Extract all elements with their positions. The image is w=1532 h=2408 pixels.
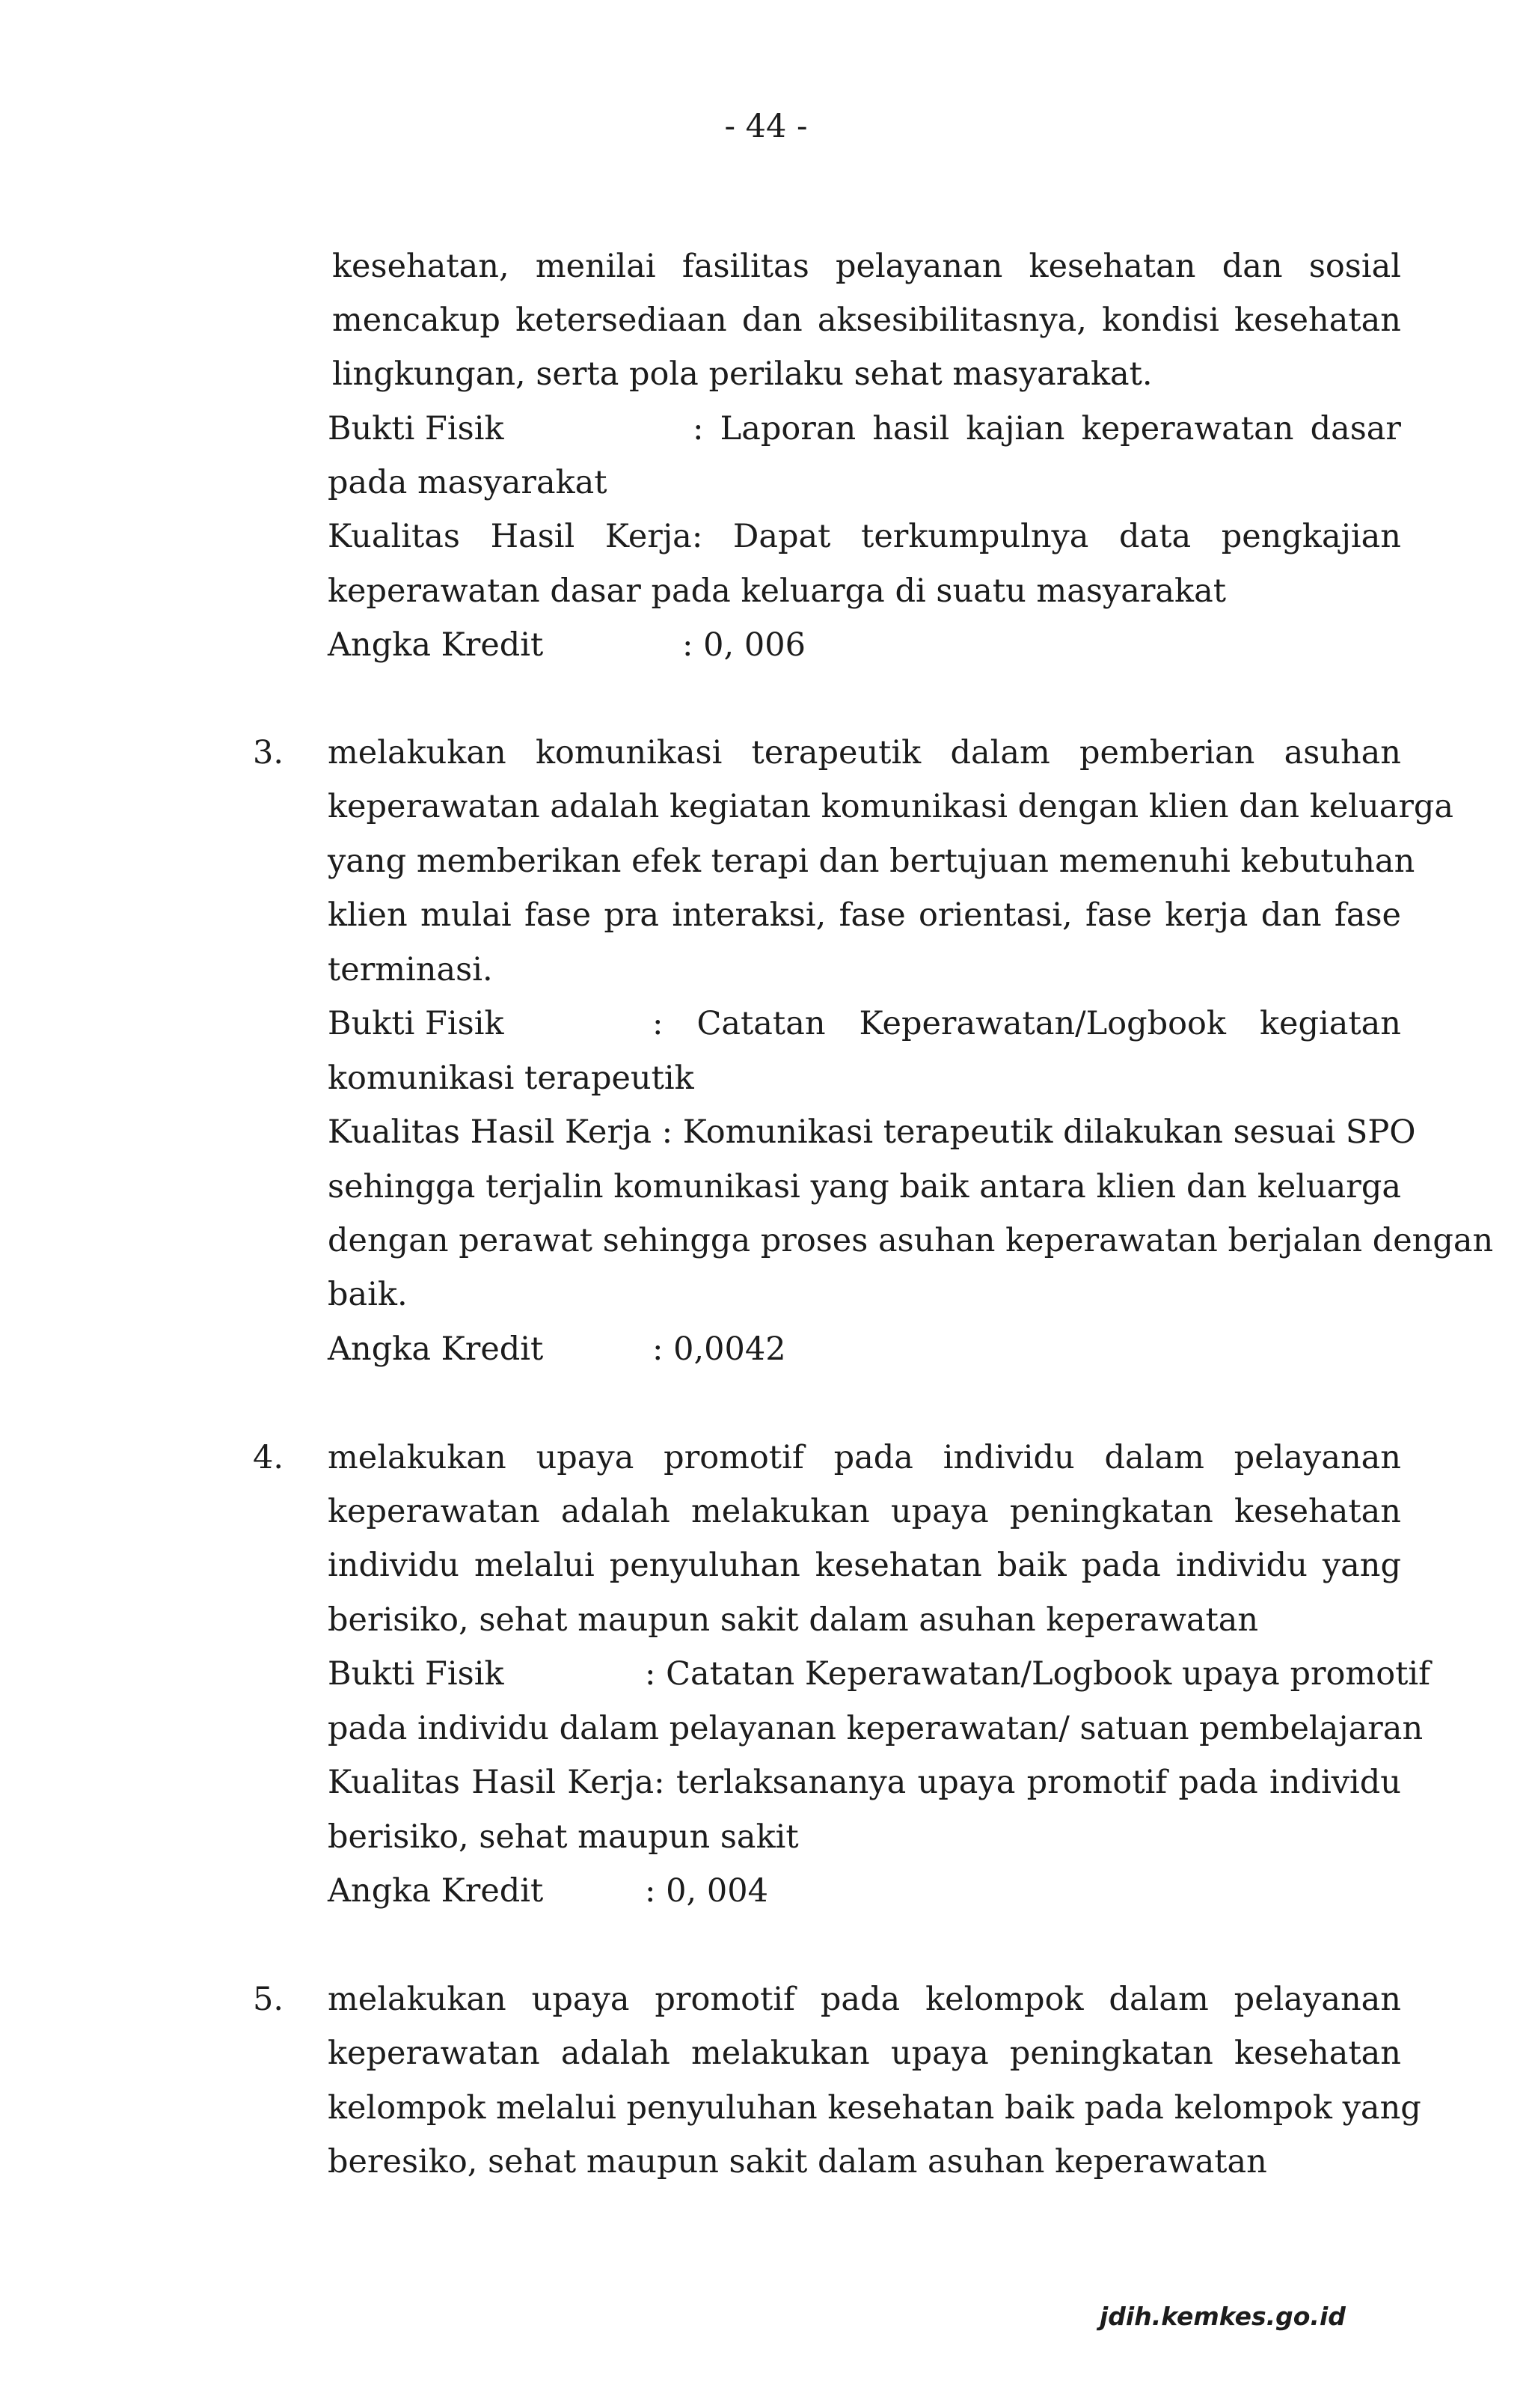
item5-line-2: keperawatan adalah melakukan upaya peningkatan kesehatan: [328, 2035, 1401, 2072]
item4-bukti-label: Bukti Fisik: [328, 1655, 504, 1693]
intro-kualitas-line-1: Kualitas Hasil Kerja: Dapat terkumpulnya data pengkajian: [328, 518, 1401, 555]
item4-line-4: berisiko, sehat maupun sakit dalam asuhan keperawatan: [328, 1601, 1259, 1639]
item3-kualitas-line-4: baik.: [328, 1276, 408, 1313]
intro-bukti-label: Bukti Fisik: [328, 410, 504, 447]
item4-number: 4.: [253, 1439, 284, 1476]
item4-kualitas-line-2: berisiko, sehat maupun sakit: [328, 1818, 799, 1856]
intro-angka-label: Angka Kredit: [328, 626, 544, 664]
intro-kualitas-line-2: keperawatan dasar pada keluarga di suatu masyarakat: [328, 572, 1226, 610]
item3-kualitas-line-1: Kualitas Hasil Kerja : Komunikasi terapeutik dilakukan sesuai SPO: [328, 1113, 1416, 1151]
item3-line-1: melakukan komunikasi terapeutik dalam pemberian asuhan: [328, 734, 1401, 771]
item5-number: 5.: [253, 1981, 284, 2018]
item4-bukti-cont: pada individu dalam pelayanan keperawatan/ satuan pembelajaran: [328, 1710, 1424, 1747]
intro-line-3: lingkungan, serta pola perilaku sehat masyarakat.: [332, 355, 1153, 393]
item3-kualitas-line-2: sehingga terjalin komunikasi yang baik antara klien dan keluarga: [328, 1168, 1401, 1205]
intro-line-2: mencakup ketersediaan dan aksesibilitasnya, kondisi kesehatan: [332, 302, 1401, 339]
item3-bukti-cont: komunikasi terapeutik: [328, 1060, 694, 1097]
item4-angka-label: Angka Kredit: [328, 1872, 544, 1910]
intro-angka-value: : 0, 006: [682, 626, 806, 664]
intro-bukti-value: : Laporan hasil kajian keperawatan dasar: [693, 410, 1401, 447]
page-number: - 44 -: [724, 108, 808, 145]
item3-bukti-value: : Catatan Keperawatan/Logbook kegiatan: [652, 1005, 1401, 1042]
item3-line-2: keperawatan adalah kegiatan komunikasi dengan klien dan keluarga: [328, 788, 1454, 825]
item3-angka-label: Angka Kredit: [328, 1330, 544, 1368]
item3-bukti-label: Bukti Fisik: [328, 1005, 504, 1042]
item3-kualitas-line-3: dengan perawat sehingga proses asuhan keperawatan berjalan dengan: [328, 1222, 1494, 1259]
intro-bukti-cont: pada masyarakat: [328, 464, 607, 501]
item3-line-4: klien mulai fase pra interaksi, fase orientasi, fase kerja dan fase: [328, 896, 1401, 934]
item5-line-4: beresiko, sehat maupun sakit dalam asuhan keperawatan: [328, 2143, 1267, 2181]
item3-angka-value: : 0,0042: [652, 1330, 786, 1368]
footer-source: jdih.kemkes.go.id: [1100, 2302, 1346, 2331]
item4-line-3: individu melalui penyuluhan kesehatan baik pada individu yang: [328, 1547, 1401, 1584]
intro-line-1: kesehatan, menilai fasilitas pelayanan kesehatan dan sosial: [332, 248, 1401, 285]
item4-line-1: melakukan upaya promotif pada individu dalam pelayanan: [328, 1439, 1401, 1476]
item4-angka-value: : 0, 004: [645, 1872, 768, 1910]
item3-line-5: terminasi.: [328, 951, 493, 988]
item5-line-3: kelompok melalui penyuluhan kesehatan baik pada kelompok yang: [328, 2089, 1421, 2127]
item4-line-2: keperawatan adalah melakukan upaya peningkatan kesehatan: [328, 1493, 1401, 1530]
item4-bukti-value: : Catatan Keperawatan/Logbook upaya promotif: [645, 1655, 1431, 1693]
item5-line-1: melakukan upaya promotif pada kelompok dalam pelayanan: [328, 1981, 1401, 2018]
item3-line-3: yang memberikan efek terapi dan bertujuan memenuhi kebutuhan: [328, 843, 1415, 880]
item3-number: 3.: [253, 734, 284, 771]
item4-kualitas-line-1: Kualitas Hasil Kerja: terlaksananya upaya promotif pada individu: [328, 1764, 1401, 1801]
